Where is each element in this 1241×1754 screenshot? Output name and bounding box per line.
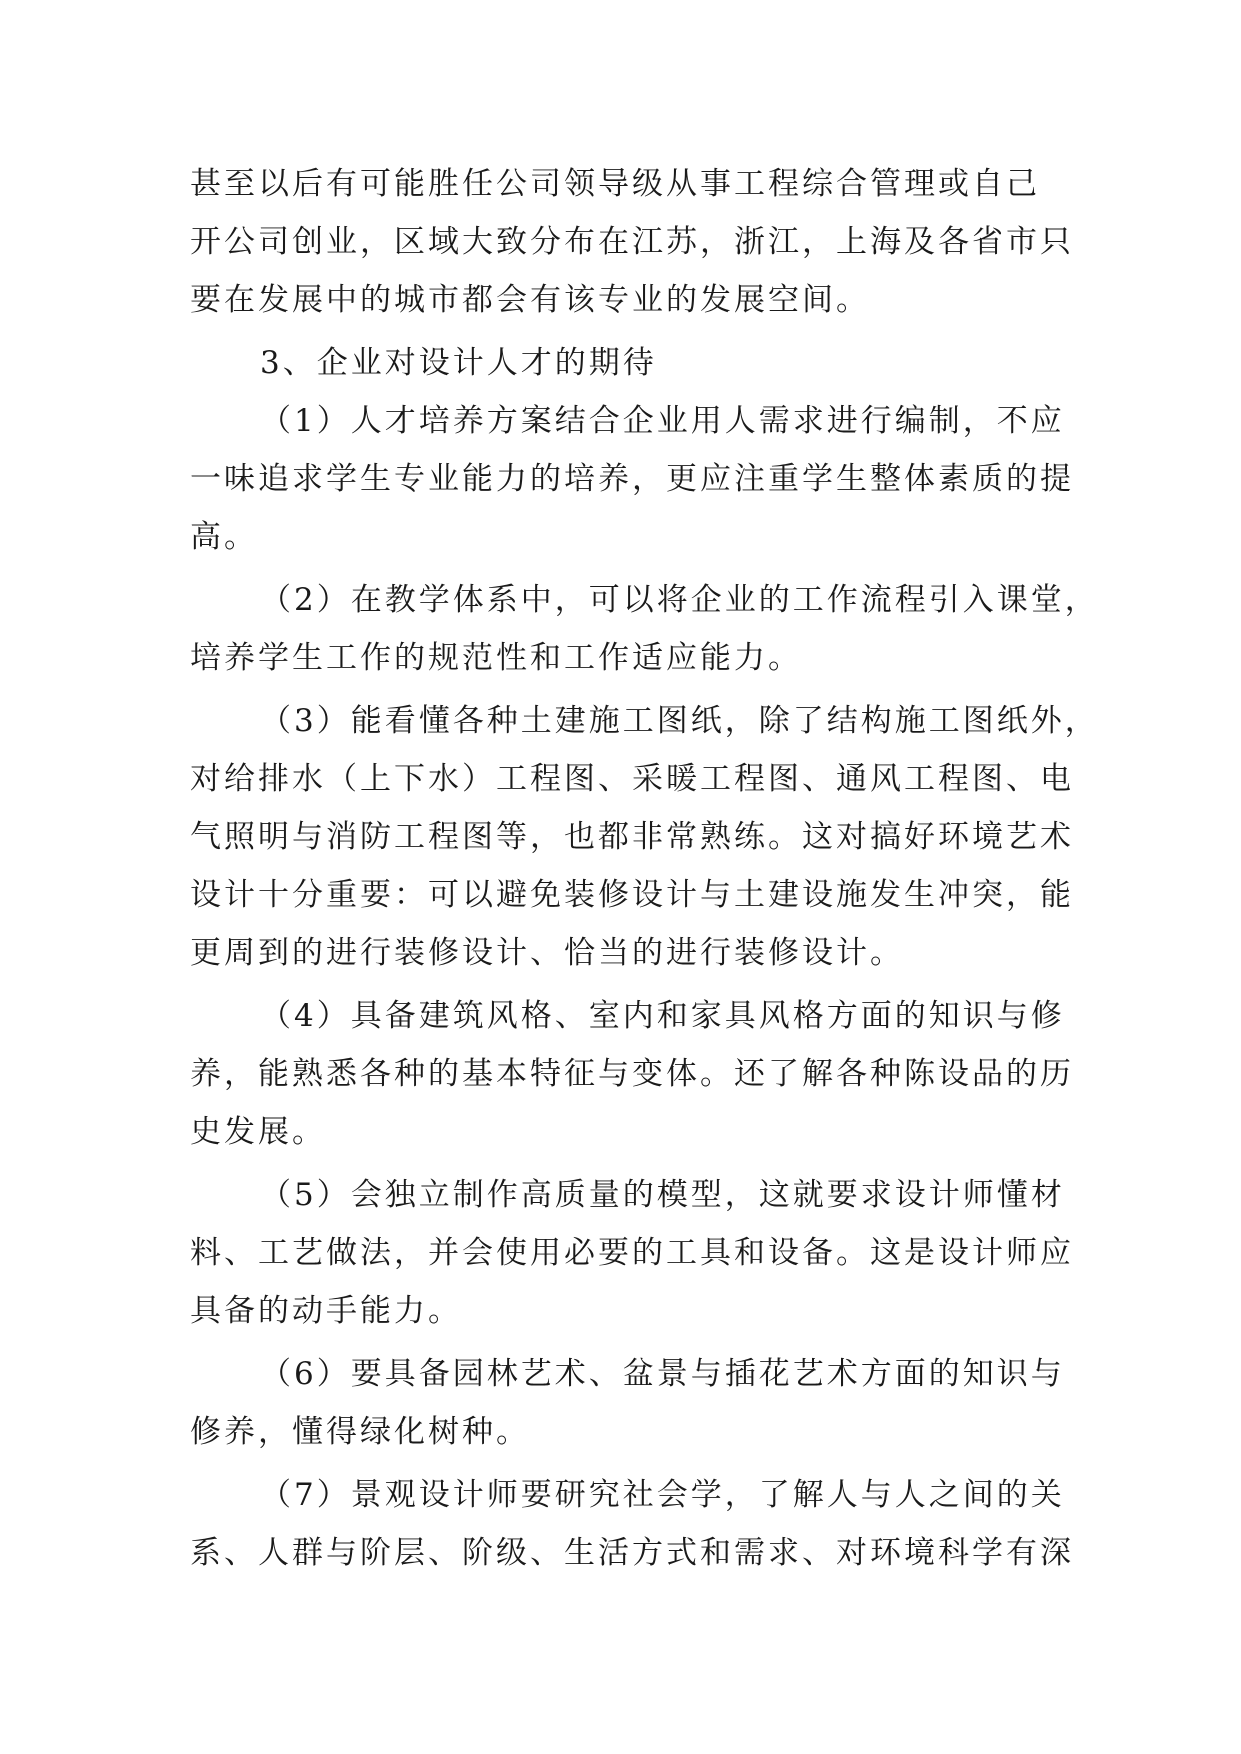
text-line: 系、人群与阶层、阶级、生活方式和需求、对环境科学有深 (190, 1535, 1074, 1571)
text-line: 高。 (190, 519, 258, 555)
text-line: 开公司创业，区域大致分布在江苏，浙江，上海及各省市只 (190, 224, 1074, 260)
text-line: 要在发展中的城市都会有该专业的发展空间。 (190, 282, 870, 318)
text-line: 设计十分重要：可以避免装修设计与土建设施发生冲突，能 (190, 877, 1074, 913)
text-line: 具备的动手能力。 (190, 1293, 462, 1329)
text-line: 养，能熟悉各种的基本特征与变体。还了解各种陈设品的历 (190, 1056, 1074, 1092)
text-line: （5）会独立制作高质量的模型，这就要求设计师懂材 (260, 1177, 1065, 1213)
text-line: 甚至以后有可能胜任公司领导级从事工程综合管理或自己 (190, 166, 1040, 202)
text-line: 气照明与消防工程图等，也都非常熟练。这对搞好环境艺术 (190, 819, 1074, 855)
section-heading: 3、企业对设计人才的期待 (260, 345, 657, 381)
text-line: 一味追求学生专业能力的培养，更应注重学生整体素质的提 (190, 461, 1074, 497)
text-line: （4）具备建筑风格、室内和家具风格方面的知识与修 (260, 998, 1065, 1034)
document-body (190, 155, 1099, 1582)
text-line: （2）在教学体系中，可以将企业的工作流程引入课堂， (260, 582, 1099, 618)
text-line: 对给排水（上下水）工程图、采暖工程图、通风工程图、电 (190, 761, 1074, 797)
text-line: 培养学生工作的规范性和工作适应能力。 (190, 640, 802, 676)
text-line: 修养，懂得绿化树种。 (190, 1414, 530, 1450)
text-line: 史发展。 (190, 1114, 326, 1150)
text-line: 更周到的进行装修设计、恰当的进行装修设计。 (190, 935, 904, 971)
text-line: （6）要具备园林艺术、盆景与插花艺术方面的知识与 (260, 1356, 1065, 1392)
text-line: 料、工艺做法，并会使用必要的工具和设备。这是设计师应 (190, 1235, 1074, 1271)
text-line: （3）能看懂各种土建施工图纸，除了结构施工图纸外， (260, 703, 1099, 739)
text-line: （1）人才培养方案结合企业用人需求进行编制，不应 (260, 403, 1065, 439)
text-line: （7）景观设计师要研究社会学，了解人与人之间的关 (260, 1477, 1065, 1513)
